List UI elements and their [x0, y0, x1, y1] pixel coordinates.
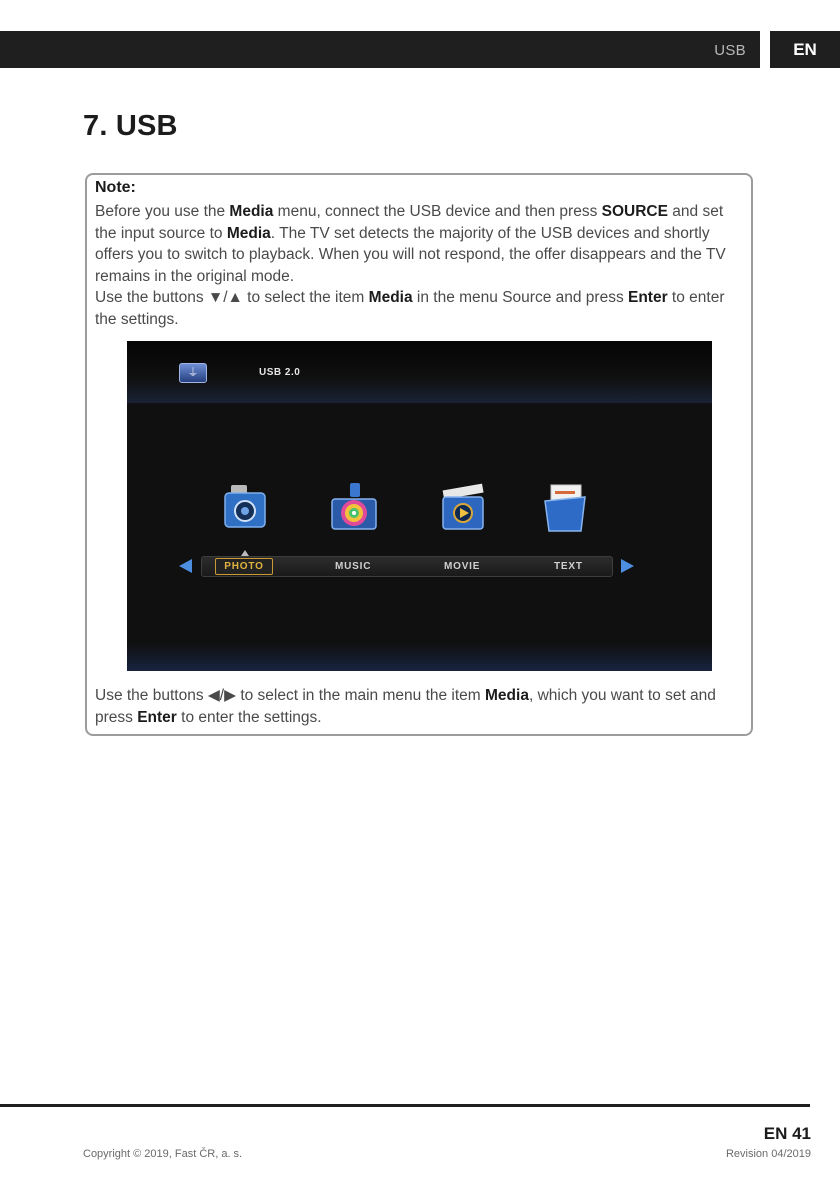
media-menu-bar	[201, 556, 613, 577]
bold-keyword: Media	[226, 224, 271, 242]
menu-item-movie[interactable]: MOVIE	[444, 561, 481, 572]
note-paragraph-1	[95, 201, 743, 287]
tv-media-screenshot	[127, 341, 712, 671]
text-run: to enter the settings.	[95, 289, 725, 328]
bold-keyword: Enter	[628, 289, 668, 306]
tv-top-band	[127, 341, 712, 403]
page-number: EN 41	[763, 1124, 811, 1143]
bold-keyword: SOURCE	[601, 203, 668, 220]
text-run: to enter the settings.	[176, 708, 322, 726]
text-run: Use the buttons ◀/▶ to select in the main menu the item	[95, 687, 486, 704]
tv-bottom-band	[127, 643, 712, 671]
page-title: 7. USB	[83, 110, 178, 142]
menu-right-arrow-icon[interactable]	[621, 559, 634, 573]
note-paragraph-2	[95, 287, 743, 330]
note-heading: Note:	[95, 179, 136, 196]
language-badge: EN	[770, 31, 840, 68]
text-run: , which you want to set and press	[95, 687, 716, 726]
menu-item-text[interactable]: TEXT	[554, 561, 583, 572]
text-document-icon	[541, 481, 589, 535]
bold-keyword: Media	[229, 203, 274, 220]
movie-clapper-icon	[439, 481, 487, 535]
text-run: . The TV set detects the majority of the USB devices and shortly offers you to switch to playback. When you will not respond, the offer disappears and the TV remains in the original mode.	[95, 224, 726, 285]
bold-keyword: Media	[485, 687, 529, 704]
usb-label: USB 2.0	[259, 367, 301, 378]
photo-camera-icon	[221, 481, 269, 535]
menu-item-photo[interactable]: PHOTO	[215, 558, 273, 575]
menu-left-arrow-icon[interactable]	[179, 559, 192, 573]
header-bar	[0, 31, 760, 68]
text-run: Before you use the	[95, 203, 230, 220]
text-run: and set the input source to	[95, 203, 724, 242]
usb-drive-icon: ⏚	[179, 363, 207, 383]
music-disc-icon	[330, 481, 378, 535]
copyright-text: Copyright © 2019, Fast ČR, a. s.	[83, 1148, 243, 1160]
bold-keyword: Media	[368, 289, 413, 306]
header-section-label: USB	[714, 42, 746, 59]
text-run: menu, connect the USB device and then press	[273, 203, 602, 220]
menu-item-music[interactable]: MUSIC	[335, 561, 372, 572]
text-run: in the menu Source and press	[412, 289, 628, 306]
text-run: Use the buttons ▼/▲ to select the item	[95, 289, 369, 306]
note-paragraph-3	[95, 685, 743, 728]
footer-divider	[0, 1104, 810, 1107]
bold-keyword: Enter	[137, 708, 177, 726]
revision-text: Revision 04/2019	[725, 1148, 811, 1160]
